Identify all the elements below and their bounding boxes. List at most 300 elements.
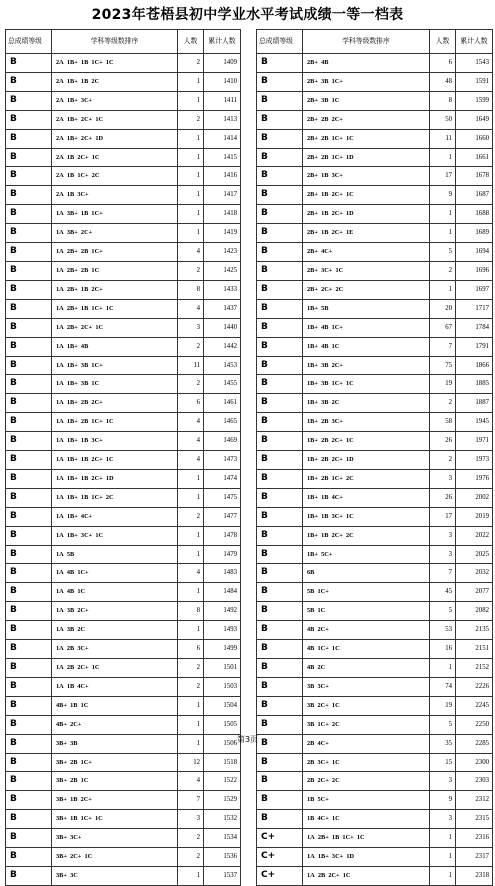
cumulative-count-cell: 1492 bbox=[204, 602, 241, 621]
count-cell: 74 bbox=[430, 677, 456, 696]
grade-cell: B bbox=[257, 621, 303, 640]
grade-cell: B bbox=[6, 677, 52, 696]
cumulative-count-cell: 2152 bbox=[456, 659, 493, 678]
cumulative-count-cell: 1976 bbox=[456, 469, 493, 488]
subject-combination-cell: 1A 1B+ 3C+ 1C bbox=[52, 526, 178, 545]
cumulative-count-cell: 1416 bbox=[204, 167, 241, 186]
subject-combination-cell: 2B 4C+ bbox=[303, 734, 430, 753]
grade-cell: B bbox=[6, 564, 52, 583]
table-row bbox=[257, 545, 493, 564]
cumulative-count-cell: 1453 bbox=[204, 356, 241, 375]
count-cell: 3 bbox=[430, 545, 456, 564]
count-cell: 1 bbox=[430, 848, 456, 867]
count-cell: 58 bbox=[430, 413, 456, 432]
header-cumulative: 累计人数 bbox=[456, 30, 493, 54]
table-row bbox=[6, 186, 241, 205]
grade-cell: B bbox=[6, 205, 52, 224]
count-cell: 1 bbox=[178, 205, 204, 224]
header-grade: 总成绩等级 bbox=[257, 30, 303, 54]
subject-combination-cell: 1B+ 2B 3C+ bbox=[303, 413, 430, 432]
cumulative-count-cell: 1543 bbox=[456, 54, 493, 73]
count-cell: 26 bbox=[430, 432, 456, 451]
cumulative-count-cell: 1419 bbox=[204, 224, 241, 243]
cumulative-count-cell: 1717 bbox=[456, 299, 493, 318]
cumulative-count-cell: 1696 bbox=[456, 261, 493, 280]
count-cell: 2 bbox=[178, 659, 204, 678]
header-grade: 总成绩等级 bbox=[6, 30, 52, 54]
grade-cell: B bbox=[257, 696, 303, 715]
table-row bbox=[6, 696, 241, 715]
grade-cell: B bbox=[6, 54, 52, 73]
table-row bbox=[257, 167, 493, 186]
subject-combination-cell: 2A 1B 3C+ bbox=[52, 186, 178, 205]
grade-cell: B bbox=[6, 148, 52, 167]
subject-combination-cell: 1A 2B 2C+ 1C bbox=[52, 659, 178, 678]
cumulative-count-cell: 2019 bbox=[456, 507, 493, 526]
table-row bbox=[257, 469, 493, 488]
grade-cell: B bbox=[257, 507, 303, 526]
grade-cell: B bbox=[6, 526, 52, 545]
count-cell: 7 bbox=[430, 337, 456, 356]
cumulative-count-cell: 1599 bbox=[456, 91, 493, 110]
cumulative-count-cell: 1687 bbox=[456, 186, 493, 205]
grade-cell: B bbox=[257, 677, 303, 696]
count-cell: 16 bbox=[430, 640, 456, 659]
count-cell: 1 bbox=[178, 148, 204, 167]
cumulative-count-cell: 1455 bbox=[204, 375, 241, 394]
subject-combination-cell: 1A 3B 2C bbox=[52, 621, 178, 640]
table-row bbox=[6, 753, 241, 772]
table-row bbox=[6, 640, 241, 659]
subject-combination-cell: 1B+ 4B 1C+ bbox=[303, 318, 430, 337]
grade-cell: C+ bbox=[257, 829, 303, 848]
table-row bbox=[6, 243, 241, 262]
table-row bbox=[257, 507, 493, 526]
cumulative-count-cell: 1479 bbox=[204, 545, 241, 564]
subject-combination-cell: 1B 5C+ bbox=[303, 791, 430, 810]
count-cell: 7 bbox=[430, 564, 456, 583]
count-cell: 19 bbox=[430, 696, 456, 715]
cumulative-count-cell: 1971 bbox=[456, 432, 493, 451]
cumulative-count-cell: 1661 bbox=[456, 148, 493, 167]
table-row bbox=[6, 488, 241, 507]
cumulative-count-cell: 1591 bbox=[456, 72, 493, 91]
cumulative-count-cell: 1660 bbox=[456, 129, 493, 148]
table-row bbox=[6, 564, 241, 583]
table-row bbox=[257, 110, 493, 129]
table-row bbox=[257, 224, 493, 243]
table-row bbox=[6, 54, 241, 73]
grade-cell: B bbox=[6, 715, 52, 734]
grade-cell: B bbox=[6, 696, 52, 715]
count-cell: 48 bbox=[430, 72, 456, 91]
table-row bbox=[257, 451, 493, 470]
cumulative-count-cell: 2245 bbox=[456, 696, 493, 715]
table-row bbox=[257, 72, 493, 91]
count-cell: 50 bbox=[430, 110, 456, 129]
count-cell: 15 bbox=[430, 753, 456, 772]
count-cell: 1 bbox=[430, 829, 456, 848]
subject-combination-cell: 1A 1B+ 2B 1C+ 1C bbox=[52, 413, 178, 432]
count-cell: 1 bbox=[178, 545, 204, 564]
cumulative-count-cell: 1688 bbox=[456, 205, 493, 224]
cumulative-count-cell: 1475 bbox=[204, 488, 241, 507]
subject-combination-cell: 1A 1B+ 1B 2C+ 1C bbox=[52, 451, 178, 470]
subject-combination-cell: 1B+ 1B 2C+ 2C bbox=[303, 526, 430, 545]
count-cell: 1 bbox=[430, 224, 456, 243]
count-cell: 4 bbox=[178, 299, 204, 318]
subject-combination-cell: 1B+ 2B 2C+ 1D bbox=[303, 451, 430, 470]
subject-combination-cell: 6B bbox=[303, 564, 430, 583]
grade-cell: B bbox=[6, 451, 52, 470]
subject-combination-cell: 2B+ 4C+ bbox=[303, 243, 430, 262]
table-row bbox=[257, 829, 493, 848]
cumulative-count-cell: 2300 bbox=[456, 753, 493, 772]
subject-combination-cell: 1B+ 5B bbox=[303, 299, 430, 318]
subject-combination-cell: 3B+ 3B bbox=[52, 734, 178, 753]
subject-combination-cell: 1B+ 1B 3C+ 1C bbox=[303, 507, 430, 526]
table-row bbox=[257, 148, 493, 167]
cumulative-count-cell: 1504 bbox=[204, 696, 241, 715]
subject-combination-cell: 2B+ 2B 1C+ 1C bbox=[303, 129, 430, 148]
count-cell: 4 bbox=[178, 772, 204, 791]
cumulative-count-cell: 1417 bbox=[204, 186, 241, 205]
grade-cell: B bbox=[257, 564, 303, 583]
table-row bbox=[257, 659, 493, 678]
subject-combination-cell: 3B+ 3C bbox=[52, 866, 178, 885]
grade-cell: B bbox=[6, 583, 52, 602]
count-cell: 1 bbox=[430, 659, 456, 678]
table-row bbox=[257, 91, 493, 110]
table-row bbox=[6, 224, 241, 243]
grade-cell: B bbox=[257, 148, 303, 167]
grade-cell: B bbox=[6, 356, 52, 375]
subject-combination-cell: 3B+ 1B 1C+ 1C bbox=[52, 810, 178, 829]
grade-cell: B bbox=[257, 715, 303, 734]
cumulative-count-cell: 1474 bbox=[204, 469, 241, 488]
table-row bbox=[6, 659, 241, 678]
cumulative-count-cell: 1493 bbox=[204, 621, 241, 640]
subject-combination-cell: 5B 1C bbox=[303, 602, 430, 621]
cumulative-count-cell: 1499 bbox=[204, 640, 241, 659]
subject-combination-cell: 1A 2B+ 2B 1C+ bbox=[52, 243, 178, 262]
grade-cell: B bbox=[6, 432, 52, 451]
cumulative-count-cell: 1413 bbox=[204, 110, 241, 129]
count-cell: 1 bbox=[178, 715, 204, 734]
count-cell: 1 bbox=[178, 583, 204, 602]
header-count: 人数 bbox=[178, 30, 204, 54]
grade-cell: B bbox=[6, 659, 52, 678]
table-row bbox=[6, 413, 241, 432]
count-cell: 20 bbox=[430, 299, 456, 318]
table-row bbox=[6, 715, 241, 734]
cumulative-count-cell: 2151 bbox=[456, 640, 493, 659]
grade-cell: B bbox=[6, 186, 52, 205]
cumulative-count-cell: 1442 bbox=[204, 337, 241, 356]
subject-combination-cell: 3B+ 2B 1C+ bbox=[52, 753, 178, 772]
count-cell: 5 bbox=[430, 243, 456, 262]
cumulative-count-cell: 1411 bbox=[204, 91, 241, 110]
count-cell: 1 bbox=[178, 72, 204, 91]
table-row bbox=[257, 696, 493, 715]
table-row bbox=[6, 318, 241, 337]
subject-combination-cell: 2B+ 2C+ 2C bbox=[303, 280, 430, 299]
cumulative-count-cell: 1697 bbox=[456, 280, 493, 299]
count-cell: 45 bbox=[430, 583, 456, 602]
count-cell: 1 bbox=[178, 488, 204, 507]
grade-cell: B bbox=[6, 602, 52, 621]
table-row bbox=[257, 413, 493, 432]
table-row bbox=[257, 394, 493, 413]
table-row bbox=[6, 621, 241, 640]
table-row bbox=[257, 791, 493, 810]
table-row bbox=[6, 469, 241, 488]
count-cell: 11 bbox=[430, 129, 456, 148]
count-cell: 1 bbox=[430, 280, 456, 299]
count-cell: 2 bbox=[430, 451, 456, 470]
cumulative-count-cell: 2318 bbox=[456, 866, 493, 885]
subject-combination-cell: 4B+ 1B 1C bbox=[52, 696, 178, 715]
grade-cell: B bbox=[257, 432, 303, 451]
table-row bbox=[257, 526, 493, 545]
cumulative-count-cell: 2285 bbox=[456, 734, 493, 753]
grade-cell: B bbox=[6, 280, 52, 299]
cumulative-count-cell: 2135 bbox=[456, 621, 493, 640]
table-row bbox=[6, 848, 241, 867]
count-cell: 1 bbox=[178, 866, 204, 885]
count-cell: 6 bbox=[178, 394, 204, 413]
count-cell: 2 bbox=[178, 337, 204, 356]
count-cell: 67 bbox=[430, 318, 456, 337]
cumulative-count-cell: 2032 bbox=[456, 564, 493, 583]
grade-cell: B bbox=[257, 469, 303, 488]
subject-combination-cell: 1A 3B+ 2C+ bbox=[52, 224, 178, 243]
table-row bbox=[257, 753, 493, 772]
count-cell: 75 bbox=[430, 356, 456, 375]
subject-combination-cell: 2B+ 2B 1C+ 1D bbox=[303, 148, 430, 167]
grade-cell: B bbox=[257, 167, 303, 186]
table-row bbox=[6, 791, 241, 810]
subject-combination-cell: 1B+ 5C+ bbox=[303, 545, 430, 564]
table-row bbox=[257, 488, 493, 507]
count-cell: 2 bbox=[178, 375, 204, 394]
count-cell: 26 bbox=[430, 488, 456, 507]
count-cell: 6 bbox=[178, 640, 204, 659]
cumulative-count-cell: 2077 bbox=[456, 583, 493, 602]
grade-cell: C+ bbox=[257, 848, 303, 867]
table-row bbox=[257, 186, 493, 205]
subject-combination-cell: 3B 1C+ 2C bbox=[303, 715, 430, 734]
table-row bbox=[6, 299, 241, 318]
cumulative-count-cell: 1473 bbox=[204, 451, 241, 470]
subject-combination-cell: 1A 3B+ 1B 1C+ bbox=[52, 205, 178, 224]
subject-combination-cell: 2A 1B+ 1B 2C bbox=[52, 72, 178, 91]
subject-combination-cell: 1A 1B+ 3B 1C bbox=[52, 375, 178, 394]
grade-cell: B bbox=[257, 205, 303, 224]
grade-cell: B bbox=[257, 810, 303, 829]
grade-cell: B bbox=[257, 224, 303, 243]
cumulative-count-cell: 1425 bbox=[204, 261, 241, 280]
count-cell: 12 bbox=[178, 753, 204, 772]
count-cell: 4 bbox=[178, 451, 204, 470]
subject-combination-cell: 1A 1B+ 1B 1C+ 2C bbox=[52, 488, 178, 507]
grade-cell: B bbox=[6, 375, 52, 394]
count-cell: 8 bbox=[430, 91, 456, 110]
grade-cell: B bbox=[257, 545, 303, 564]
count-cell: 4 bbox=[178, 432, 204, 451]
subject-combination-cell: 2B+ 1B 2C+ 1E bbox=[303, 224, 430, 243]
grade-cell: B bbox=[6, 413, 52, 432]
table-row bbox=[257, 602, 493, 621]
grade-cell: B bbox=[6, 791, 52, 810]
grade-cell: B bbox=[257, 526, 303, 545]
grade-cell: B bbox=[257, 72, 303, 91]
grade-cell: B bbox=[6, 772, 52, 791]
grade-cell: B bbox=[6, 337, 52, 356]
table-row bbox=[6, 602, 241, 621]
grade-cell: B bbox=[257, 280, 303, 299]
subject-combination-cell: 1A 2B+ 1B 1C+ 1C bbox=[303, 829, 430, 848]
subject-combination-cell: 2B+ 1B 2C+ 1D bbox=[303, 205, 430, 224]
table-row bbox=[257, 848, 493, 867]
table-row bbox=[6, 72, 241, 91]
cumulative-count-cell: 1885 bbox=[456, 375, 493, 394]
table-row bbox=[6, 545, 241, 564]
subject-combination-cell: 1B+ 2B 2C+ 1C bbox=[303, 432, 430, 451]
subject-combination-cell: 1A 3B 2C+ bbox=[52, 602, 178, 621]
subject-combination-cell: 1A 2B 2C+ 1C bbox=[303, 866, 430, 885]
table-row bbox=[6, 110, 241, 129]
subject-combination-cell: 1A 2B+ 2C+ 1C bbox=[52, 318, 178, 337]
table-row bbox=[6, 337, 241, 356]
count-cell: 8 bbox=[178, 280, 204, 299]
subject-combination-cell: 2B+ 1B 2C+ 1C bbox=[303, 186, 430, 205]
cumulative-count-cell: 1484 bbox=[204, 583, 241, 602]
cumulative-count-cell: 1433 bbox=[204, 280, 241, 299]
count-cell: 1 bbox=[178, 621, 204, 640]
subject-combination-cell: 1A 4B 1C+ bbox=[52, 564, 178, 583]
table-header bbox=[257, 30, 493, 54]
page-title: 2023年苍梧县初中学业水平考试成绩一等一档表 bbox=[91, 7, 404, 23]
count-cell: 1 bbox=[430, 148, 456, 167]
count-cell: 3 bbox=[430, 526, 456, 545]
cumulative-count-cell: 1649 bbox=[456, 110, 493, 129]
table-row bbox=[6, 432, 241, 451]
grade-cell: B bbox=[257, 772, 303, 791]
subject-combination-cell: 2B 2C+ 2C bbox=[303, 772, 430, 791]
cumulative-count-cell: 2315 bbox=[456, 810, 493, 829]
table-header bbox=[6, 30, 241, 54]
grade-cell: B bbox=[257, 451, 303, 470]
table-row bbox=[6, 829, 241, 848]
cumulative-count-cell: 1534 bbox=[204, 829, 241, 848]
cumulative-count-cell: 1678 bbox=[456, 167, 493, 186]
cumulative-count-cell: 1689 bbox=[456, 224, 493, 243]
table-row bbox=[6, 677, 241, 696]
count-cell: 2 bbox=[178, 110, 204, 129]
table-row bbox=[6, 148, 241, 167]
subject-combination-cell: 1A 2B+ 1B 2C+ bbox=[52, 280, 178, 299]
grade-cell: B bbox=[257, 356, 303, 375]
subject-combination-cell: 2A 1B+ 2C+ 1D bbox=[52, 129, 178, 148]
table-row bbox=[6, 375, 241, 394]
table-row bbox=[6, 866, 241, 885]
count-cell: 1 bbox=[178, 526, 204, 545]
grade-cell: B bbox=[6, 866, 52, 885]
subject-combination-cell: 4B 2C bbox=[303, 659, 430, 678]
subject-combination-cell: 1B+ 3B 1C+ 1C bbox=[303, 375, 430, 394]
table-row bbox=[6, 507, 241, 526]
grade-cell: B bbox=[257, 583, 303, 602]
cumulative-count-cell: 1440 bbox=[204, 318, 241, 337]
subject-combination-cell: 3B 3C+ bbox=[303, 677, 430, 696]
table-row bbox=[257, 299, 493, 318]
subject-combination-cell: 3B 2C+ 1C bbox=[303, 696, 430, 715]
table-row bbox=[257, 261, 493, 280]
cumulative-count-cell: 1461 bbox=[204, 394, 241, 413]
table-row bbox=[257, 375, 493, 394]
cumulative-count-cell: 2082 bbox=[456, 602, 493, 621]
grade-cell: B bbox=[6, 848, 52, 867]
grade-cell: B bbox=[6, 829, 52, 848]
cumulative-count-cell: 1518 bbox=[204, 753, 241, 772]
table-row bbox=[6, 356, 241, 375]
subject-combination-cell: 2B+ 1B 3C+ bbox=[303, 167, 430, 186]
cumulative-count-cell: 1503 bbox=[204, 677, 241, 696]
table-row bbox=[6, 394, 241, 413]
table-row bbox=[257, 356, 493, 375]
subject-combination-cell: 2B+ 3B 1C+ bbox=[303, 72, 430, 91]
grade-cell: B bbox=[6, 621, 52, 640]
grade-cell: B bbox=[6, 110, 52, 129]
grade-cell: B bbox=[257, 186, 303, 205]
subject-combination-cell: 2B+ 3B 1C bbox=[303, 91, 430, 110]
table-row bbox=[257, 715, 493, 734]
count-cell: 1 bbox=[430, 205, 456, 224]
count-cell: 1 bbox=[178, 696, 204, 715]
table-row bbox=[257, 280, 493, 299]
cumulative-count-cell: 1414 bbox=[204, 129, 241, 148]
subject-combination-cell: 3B+ 3C+ bbox=[52, 829, 178, 848]
subject-combination-cell: 4B 2C+ bbox=[303, 621, 430, 640]
count-cell: 3 bbox=[430, 810, 456, 829]
table-row bbox=[257, 318, 493, 337]
subject-combination-cell: 1B+ 1B 4C+ bbox=[303, 488, 430, 507]
grade-cell: B bbox=[257, 375, 303, 394]
count-cell: 53 bbox=[430, 621, 456, 640]
grade-cell: B bbox=[6, 640, 52, 659]
subject-combination-cell: 2B+ 3C+ 1C bbox=[303, 261, 430, 280]
grade-cell: B bbox=[257, 337, 303, 356]
cumulative-count-cell: 1501 bbox=[204, 659, 241, 678]
grade-cell: B bbox=[6, 507, 52, 526]
subject-combination-cell: 2B 3C+ 1C bbox=[303, 753, 430, 772]
cumulative-count-cell: 2303 bbox=[456, 772, 493, 791]
cumulative-count-cell: 1465 bbox=[204, 413, 241, 432]
count-cell: 1 bbox=[178, 734, 204, 753]
grade-cell: B bbox=[6, 167, 52, 186]
page-number: 第3页 bbox=[236, 735, 259, 744]
subject-combination-cell: 1A 4B 1C bbox=[52, 583, 178, 602]
grade-cell: B bbox=[6, 318, 52, 337]
subject-combination-cell: 1A 1B+ 3B 1C+ bbox=[52, 356, 178, 375]
table-row bbox=[6, 205, 241, 224]
count-cell: 9 bbox=[430, 186, 456, 205]
cumulative-count-cell: 1866 bbox=[456, 356, 493, 375]
subject-combination-cell: 1B 4C+ 1C bbox=[303, 810, 430, 829]
cumulative-count-cell: 2002 bbox=[456, 488, 493, 507]
subject-combination-cell: 2A 1B+ 2C+ 1C bbox=[52, 110, 178, 129]
